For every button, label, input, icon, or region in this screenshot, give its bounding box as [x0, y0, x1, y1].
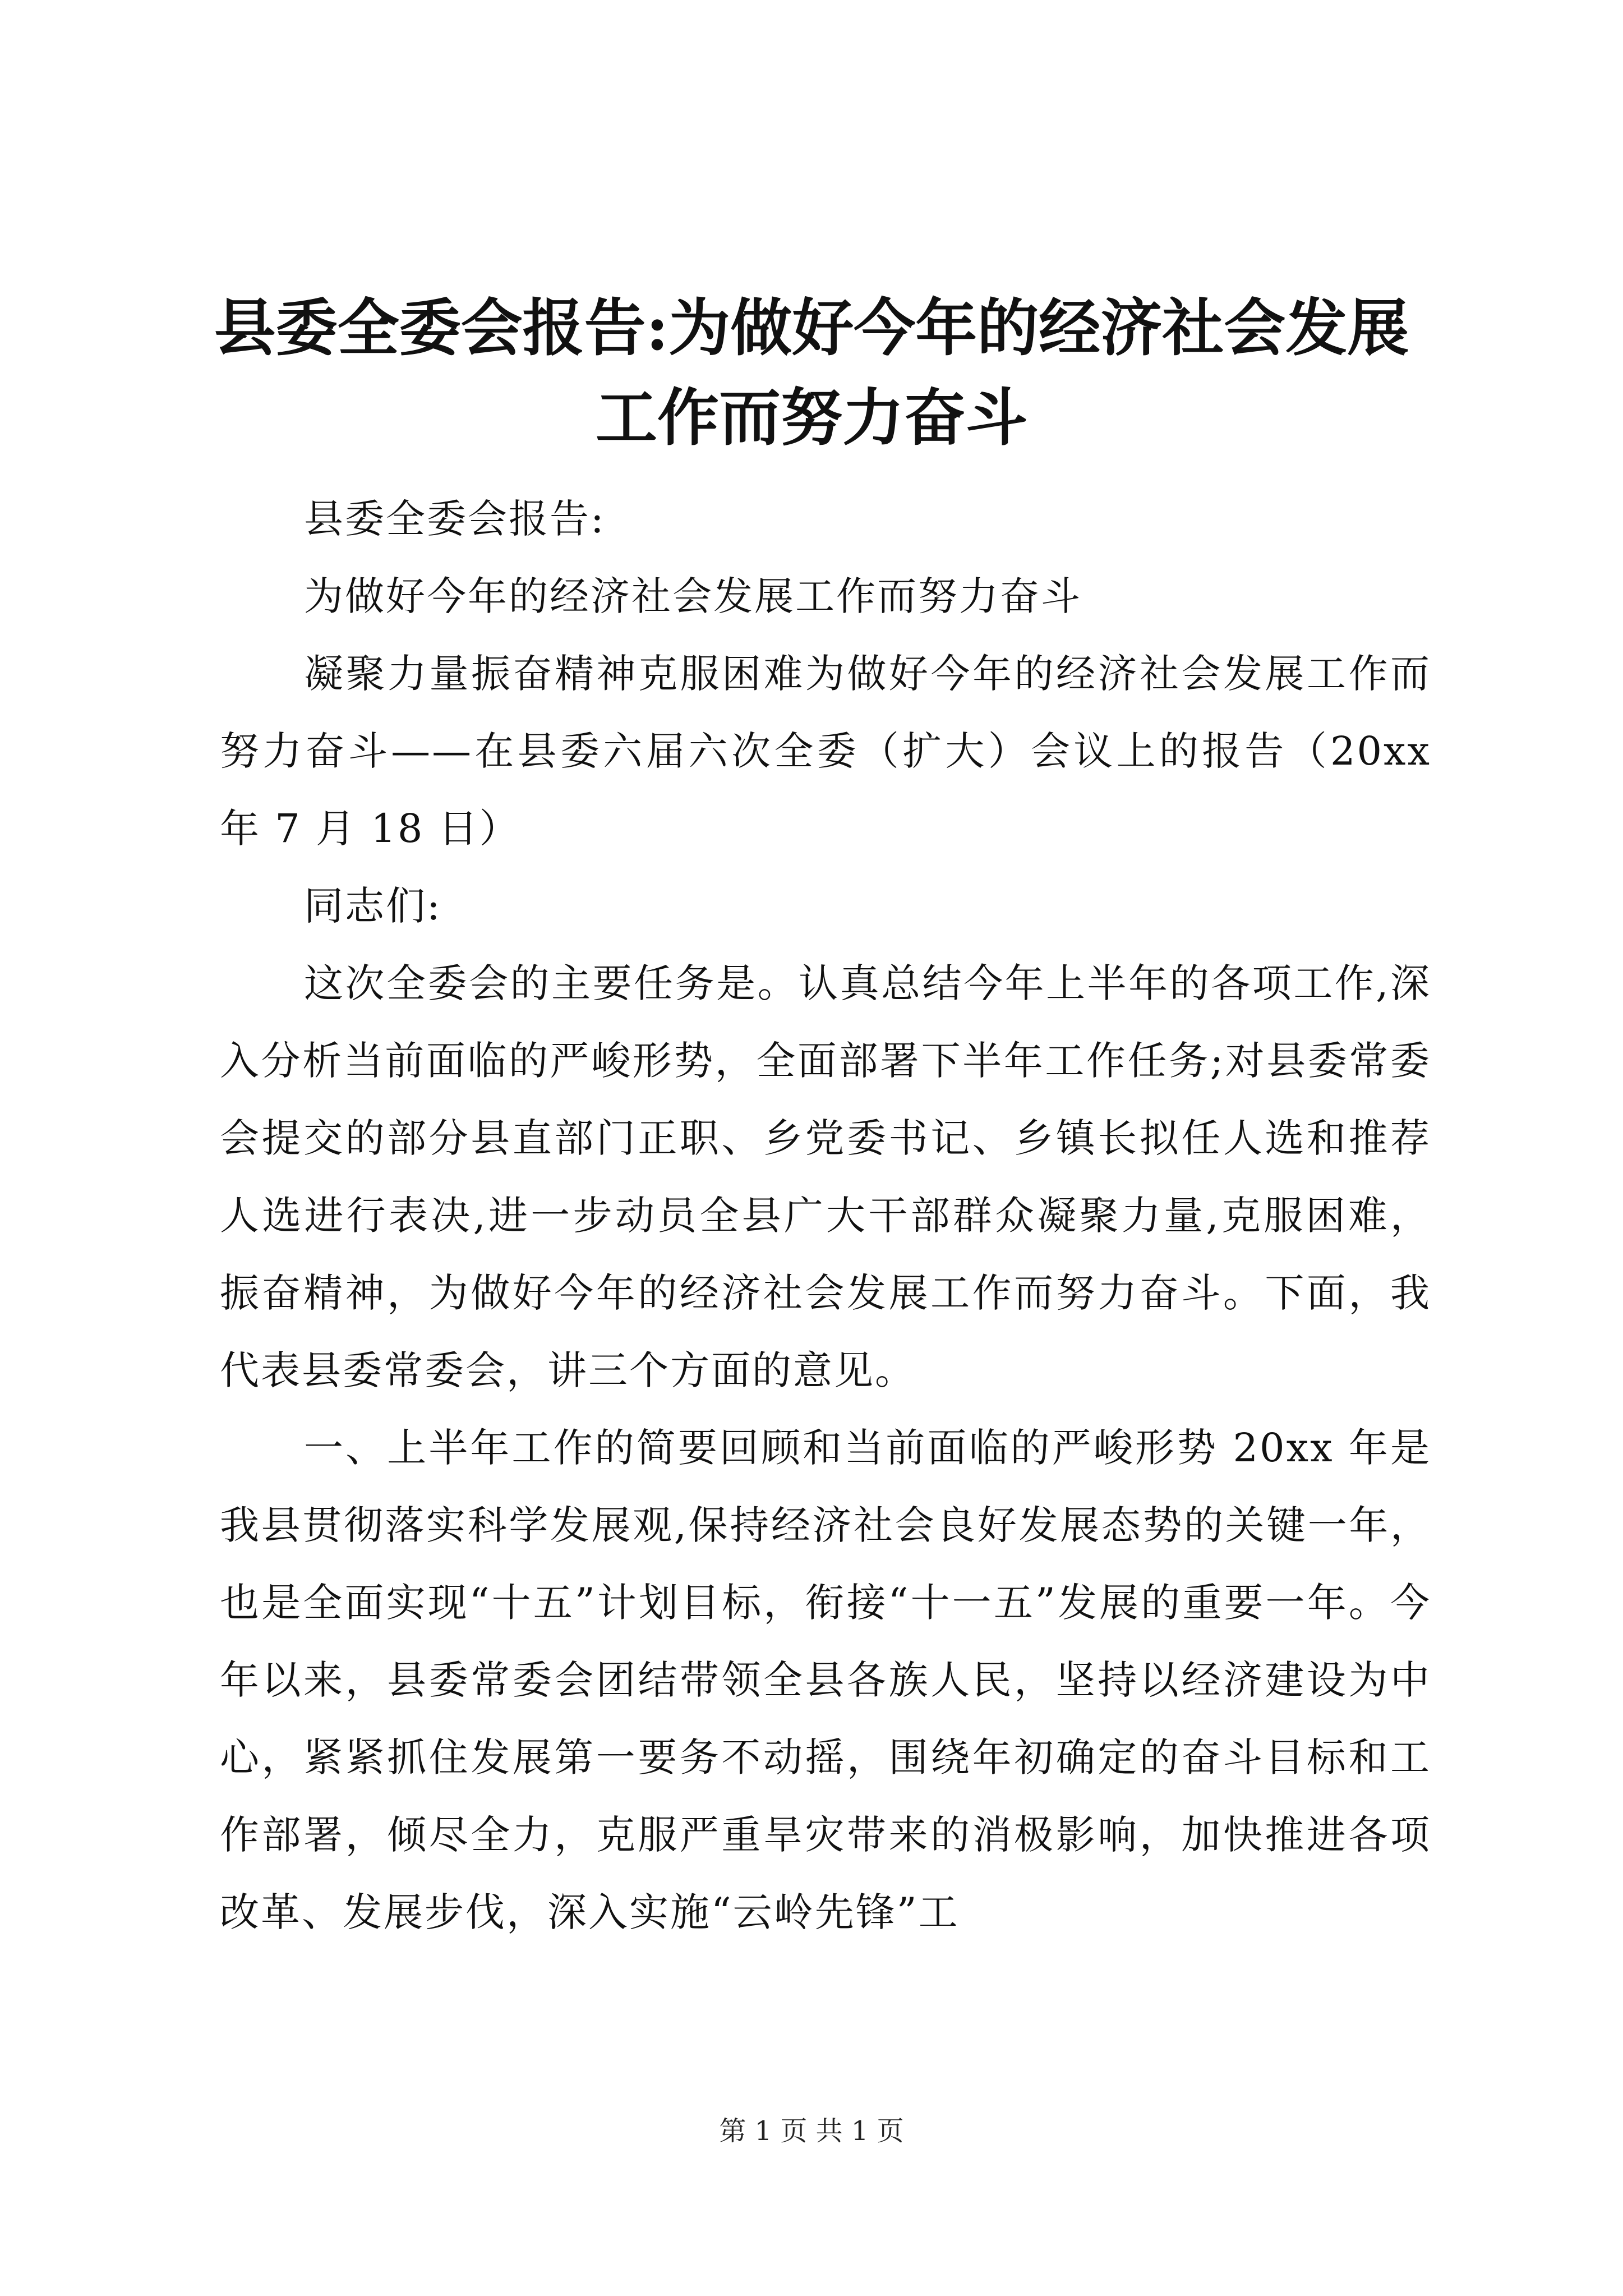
paragraph-subtitle: 凝聚力量振奋精神克服困难为做好今年的经济社会发展工作而努力奋斗——在县委六届六次全委（扩大）会议上的报告（20xx 年 7 月 18 日）	[220, 651, 1431, 852]
document-body	[220, 480, 1431, 1951]
title-line-1: 县委全委会报告:为做好今年的经济社会发展	[214, 292, 1409, 364]
title-line-2: 工作而努力奋斗	[596, 381, 1027, 454]
document-title	[191, 283, 1432, 463]
paragraph-intro: 这次全委会的主要任务是。认真总结今年上半年的各项工作,深入分析当前面临的严峻形势，全面部署下半年工作任务;对县委常委会提交的部分县直部门正职、乡党委书记、乡镇长拟任人选和推荐人选进行表决,进一步动员全县广大干部群众凝聚力量,克服困难，振奋精神，为做好今年的经济社会发展工作而努力奋斗。下面，我代表县委常委会，讲三个方面的意见。	[220, 960, 1431, 1393]
paragraph-heading-2: 为做好今年的经济社会发展工作而努力奋斗	[304, 573, 1082, 619]
page-footer: 第 1 页 共 1 页	[719, 2115, 904, 2147]
paragraph-heading-1: 县委全委会报告:	[304, 496, 606, 542]
paragraph-salutation: 同志们:	[304, 883, 442, 929]
paragraph-section-one: 一、上半年工作的简要回顾和当前面临的严峻形势 20xx 年是我县贯彻落实科学发展观,保持经济社会良好发展态势的关键一年，也是全面实现“十五”计划目标，衔接“十一五”发展的重要一年。今年以来，县委常委会团结带领全县各族人民，坚持以经济建设为中心，紧紧抓住发展第一要务不动摇，围绕年初确定的奋斗目标和工作部署，倾尽全力，克服严重旱灾带来的消极影响，加快推进各项改革、发展步伐，深入实施“云岭先锋”工	[220, 1425, 1431, 1935]
